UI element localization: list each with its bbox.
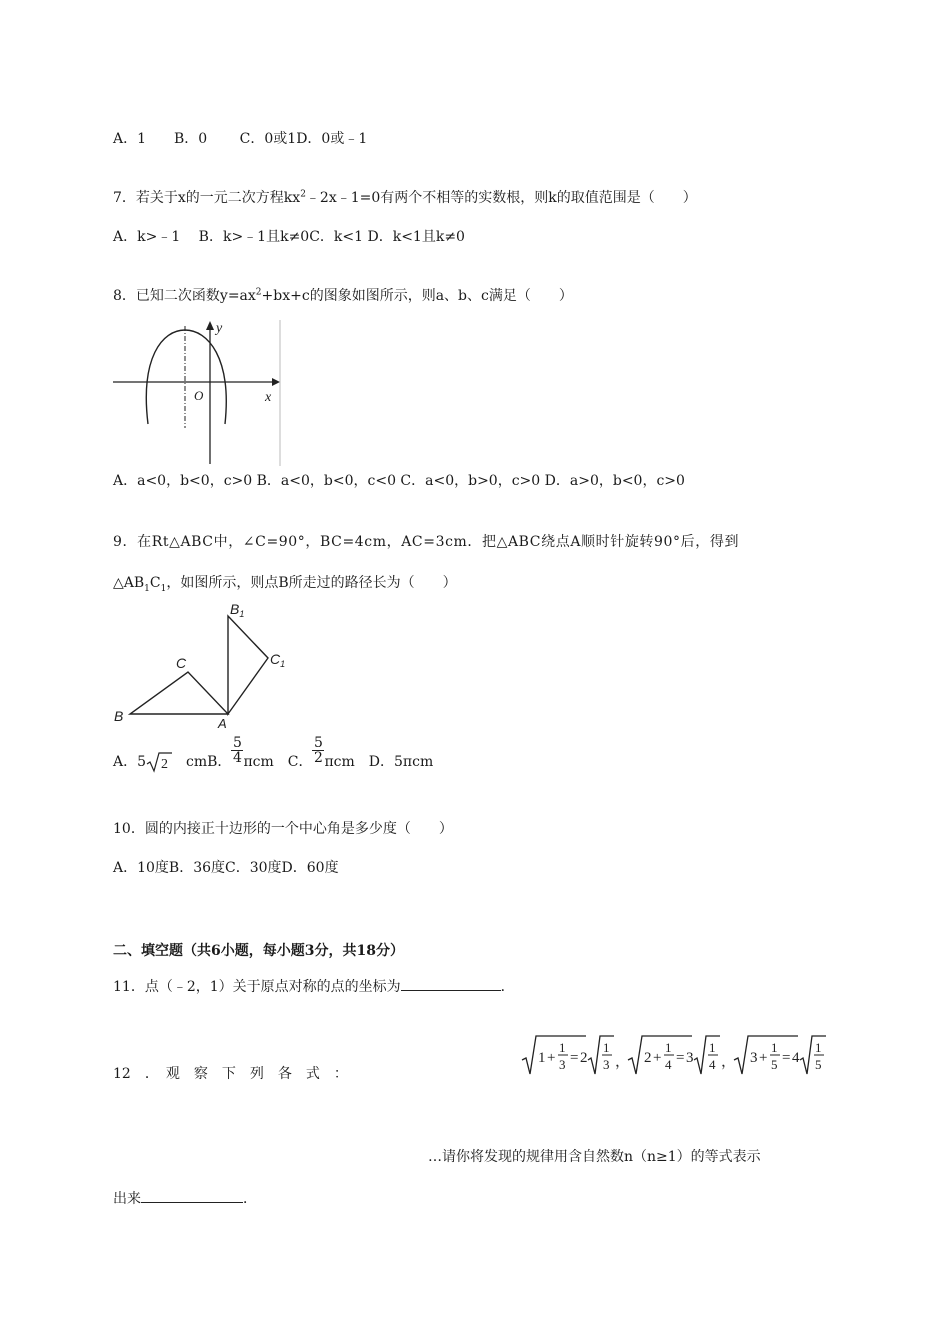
q12-label: 12 ． 观 察 下 列 各 式 ： — [113, 1066, 348, 1082]
q7-stem-sup: 2 — [300, 189, 306, 200]
q9-options — [113, 734, 434, 782]
q9-stem2-pre: △AB — [113, 575, 145, 591]
label-c: C — [176, 655, 187, 671]
q9-c-den: 2 — [314, 749, 323, 766]
q9-stem-line2 — [113, 572, 457, 594]
label-b1 — [230, 602, 244, 619]
q10-stem: 10．圆的内接正十边形的一个中心角是多少度（ ） — [113, 821, 453, 837]
q6-options: A．1 B．0 C．0或1D．0或﹣1 — [113, 131, 368, 147]
q12-coef: 3 — [686, 1050, 694, 1066]
q11-answer-blank[interactable] — [401, 976, 501, 991]
q9-c-post: πcm D．5πcm — [324, 754, 434, 770]
q10-options: A．10度B．36度C．30度D．60度 — [113, 860, 339, 876]
q12-eq: = — [782, 1050, 791, 1066]
q9-b-fraction — [231, 736, 243, 765]
triangle-ab1c1 — [228, 616, 268, 714]
q12-comma: ， — [721, 1054, 737, 1070]
q12-frac-num: 1 — [559, 1040, 566, 1055]
q12-radical-expressions — [520, 1032, 840, 1082]
q11-stem-post: ． — [500, 979, 515, 995]
q8-options: A．a<0，b<0，c>0 B．a<0，b<0，c<0 C．a<0，b>0，c>0 D．a>0，b<0，c>0 — [113, 473, 685, 489]
q9-rotation-figure — [110, 602, 290, 730]
q11-stem-pre: 11．点（﹣2，1）关于原点对称的点的坐标为 — [113, 979, 401, 995]
label-c1-letter: C — [270, 651, 281, 667]
q7-stem-pre: 7．若关于x的一元二次方程kx — [113, 190, 301, 206]
q9-a-pre: A．5 — [113, 754, 147, 770]
section2-heading: 二、填空题（共6小题，每小题3分，共18分） — [113, 943, 404, 959]
q9-a-post: cmB． — [172, 754, 232, 770]
q7-options: A．k>﹣1 B．k>﹣1且k≠0C．k<1 D．k<1且k≠0 — [113, 229, 465, 245]
label-b: B — [114, 708, 124, 724]
q9-c-fraction — [312, 736, 324, 765]
x-axis-label: x — [265, 390, 272, 405]
q8-stem — [113, 285, 573, 305]
q12-term-a: 2 — [644, 1050, 652, 1066]
q9-stem2-mid: C — [149, 575, 161, 591]
q12-answer-blank[interactable] — [141, 1188, 243, 1203]
q9-b-den: 4 — [232, 749, 242, 766]
q9-a-radicand: 2 — [161, 757, 169, 772]
q8-stem-pre: 8．已知二次函数y=ax — [113, 288, 256, 304]
q12-frac-den: 4 — [709, 1057, 716, 1072]
q9-stem2-sub1: 1 — [144, 583, 150, 594]
q12-frac-num: 1 — [665, 1040, 672, 1055]
q8-stem-post: +bx+c的图象如图所示，则a、b、c满足（ ） — [261, 288, 573, 304]
q12-tail-post: ． — [243, 1191, 257, 1207]
q8-stem-sup: 2 — [255, 287, 262, 298]
q12-frac-den: 5 — [771, 1057, 778, 1072]
origin-label: O — [194, 388, 204, 403]
q12-continuation: …请你将发现的规律用含自然数n（n≥1）的等式表示 — [428, 1149, 761, 1165]
q9-c-num: 5 — [314, 734, 323, 751]
q12-frac-den: 4 — [665, 1057, 672, 1072]
q12-comma: ， — [615, 1054, 631, 1070]
q9-stem2-post: ，如图所示，则点B所走过的路径长为（ ） — [166, 575, 457, 591]
q8-parabola-graph — [110, 318, 285, 468]
q12-frac-den: 3 — [559, 1057, 566, 1072]
q12-plus: + — [547, 1050, 556, 1066]
q12-plus: + — [759, 1050, 768, 1066]
q12-frac-num: 1 — [709, 1040, 716, 1055]
label-b1-sub: 1 — [239, 609, 245, 619]
q9-b-num: 5 — [232, 734, 242, 751]
q12-plus: + — [653, 1050, 662, 1066]
parabola-curve — [146, 330, 226, 424]
q9-b-post: πcm C． — [243, 754, 313, 770]
x-axis-arrow-icon — [272, 378, 280, 386]
y-axis-label: y — [216, 321, 223, 336]
label-c1 — [270, 651, 285, 669]
q12-term-a: 1 — [538, 1050, 546, 1066]
q9-stem2-sub2: 1 — [160, 583, 167, 594]
q12-eq: = — [676, 1050, 685, 1066]
q12-frac-num: 1 — [771, 1040, 778, 1055]
q12-coef: 2 — [580, 1050, 588, 1066]
q7-stem-post: ﹣2x﹣1=0有两个不相等的实数根，则k的取值范围是（ ） — [305, 190, 697, 206]
q9-a-sqrt — [146, 742, 172, 782]
q12-frac-num: 1 — [603, 1040, 610, 1055]
q12-tail-pre: 出来 — [113, 1191, 141, 1207]
q9-stem-line1: 9．在Rt△ABC中，∠C=90°，BC=4cm，AC=3cm．把△ABC绕点A顺时针旋转90°后，得到 — [113, 534, 740, 550]
radical-sign-icon — [146, 751, 172, 773]
label-b1-letter: B — [230, 602, 240, 617]
q7-stem — [113, 187, 697, 207]
y-axis-arrow-icon — [206, 321, 214, 330]
q12-tail — [113, 1188, 257, 1208]
label-a: A — [218, 716, 227, 730]
q12-coef: 4 — [792, 1050, 800, 1066]
q12-term-a: 3 — [750, 1050, 758, 1066]
q11-stem — [113, 976, 515, 996]
q12-eq: = — [570, 1050, 579, 1066]
q12-frac-den: 5 — [815, 1057, 822, 1072]
label-c1-sub: 1 — [280, 659, 286, 669]
q12-frac-num: 1 — [815, 1040, 822, 1055]
triangle-abc — [130, 672, 228, 714]
q12-frac-den: 3 — [603, 1057, 610, 1072]
